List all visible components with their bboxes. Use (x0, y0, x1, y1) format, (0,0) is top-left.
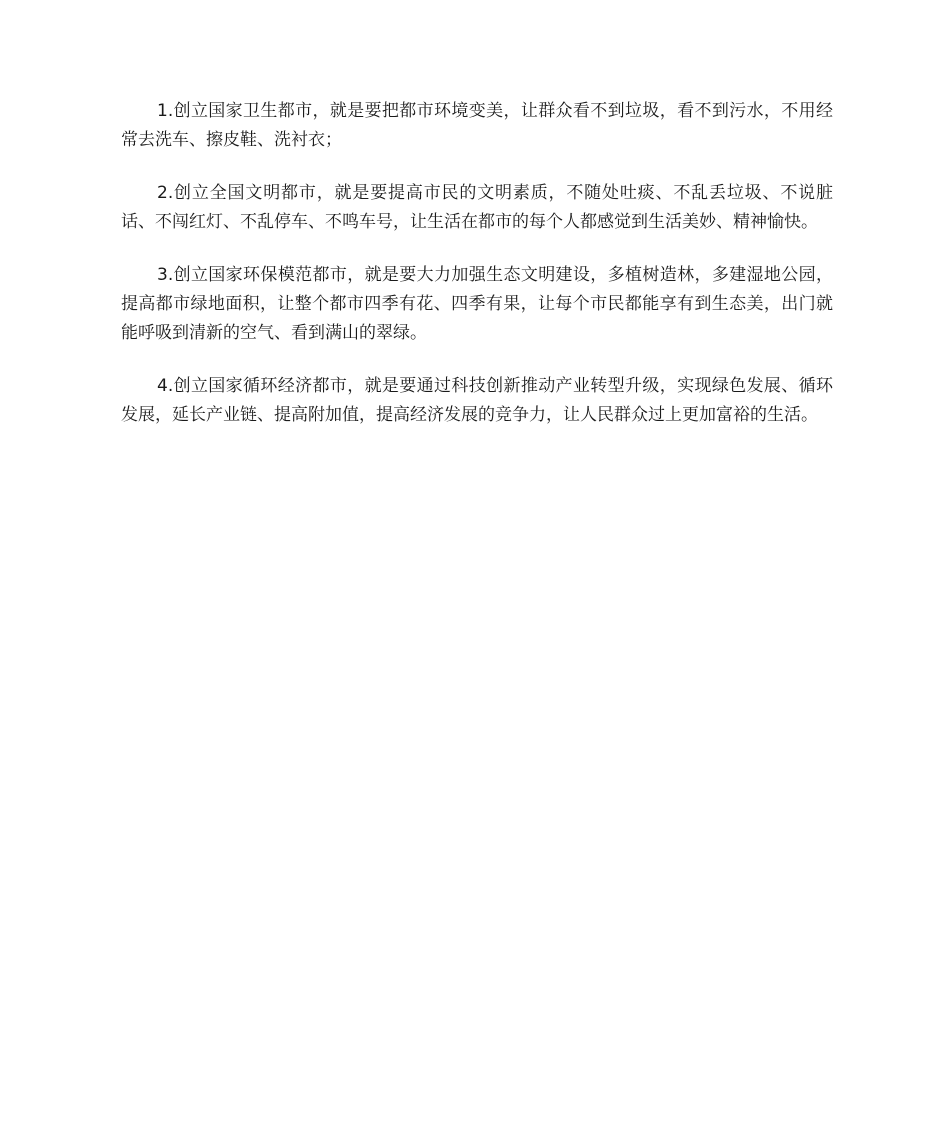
paragraph-1: 1.创立国家卫生都市，就是要把都市环境变美，让群众看不到垃圾，看不到污水，不用经常去洗车、擦皮鞋、洗衬衣； (121, 101, 833, 150)
document-body (121, 97, 833, 454)
paragraph-3: 3.创立国家环保模范都市，就是要大力加强生态文明建设，多植树造林，多建湿地公园，提高都市绿地面积，让整个都市四季有花、四季有果，让每个市民都能享有到生态美，出门就能呼吸到清新的空气、看到满山的翠绿。 (121, 265, 833, 343)
paragraph-4: 4.创立国家循环经济都市，就是要通过科技创新推动产业转型升级，实现绿色发展、循环发展，延长产业链、提高附加值，提高经济发展的竞争力，让人民群众过上更加富裕的生活。 (121, 376, 833, 425)
paragraph-2: 2.创立全国文明都市，就是要提高市民的文明素质，不随处吐痰、不乱丢垃圾、不说脏话、不闯红灯、不乱停车、不鸣车号，让生活在都市的每个人都感觉到生活美妙、精神愉快。 (121, 183, 833, 232)
